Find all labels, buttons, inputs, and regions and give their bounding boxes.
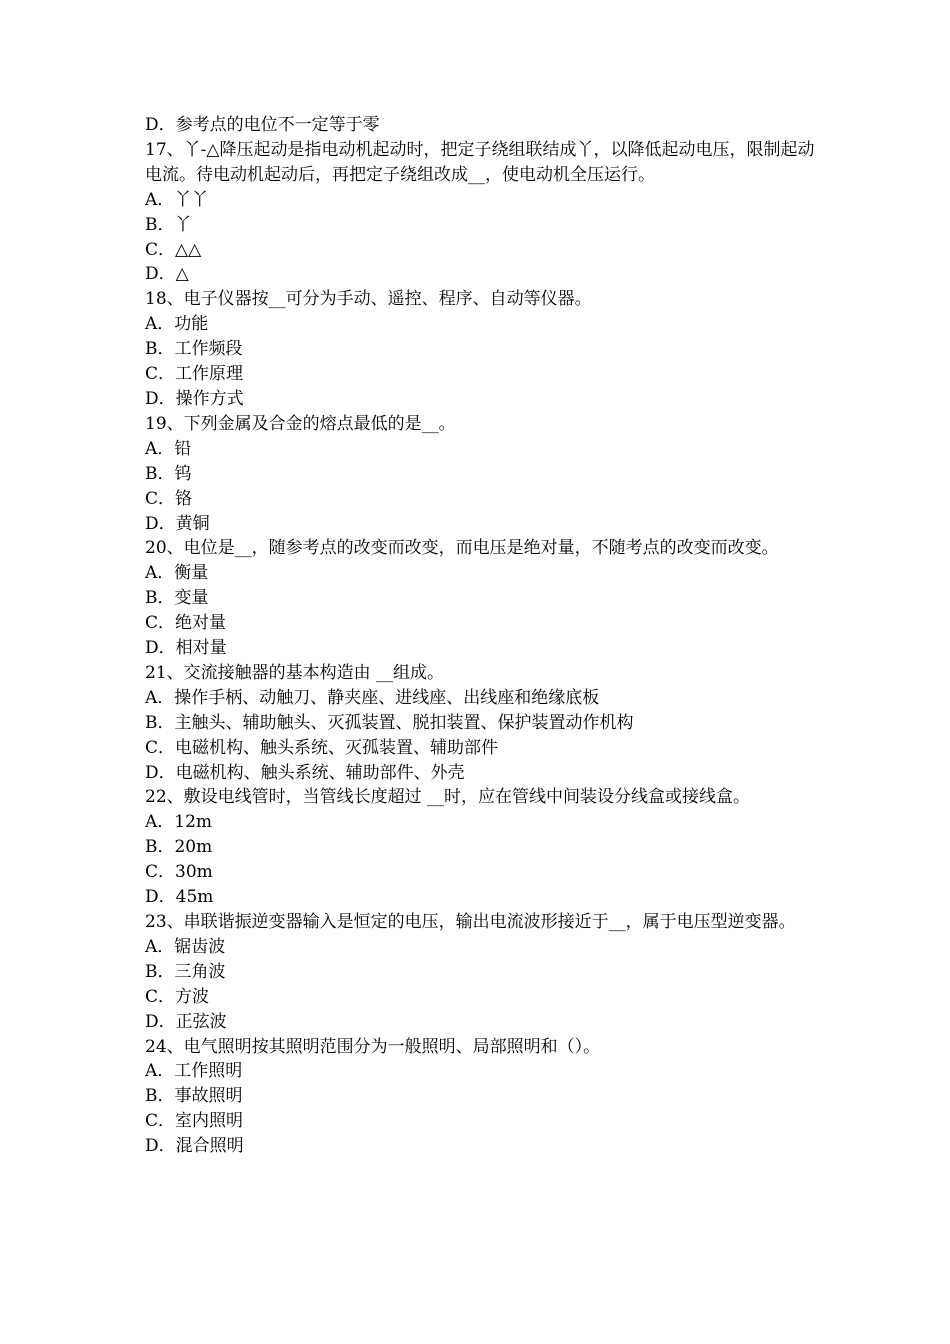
option-d: D．电磁机构、触头系统、辅助部件、外壳: [145, 762, 465, 783]
option-c: C．电磁机构、触头系统、灭孤装置、辅助部件: [145, 737, 499, 758]
option-c: C．方波: [145, 986, 210, 1007]
option-d: D．混合照明: [145, 1136, 244, 1157]
question-23: [145, 910, 825, 1035]
question-stem: 21、交流接触器的基本构造由 __组成。: [145, 662, 445, 683]
question-stem: 19、下列金属及合金的熔点最低的是__。: [145, 413, 456, 434]
option-b: B．丫: [145, 214, 192, 235]
question-19: [145, 412, 825, 537]
option-a: A．丫丫: [145, 189, 209, 210]
option-a: A．衡量: [145, 563, 209, 584]
option-b: B．主触头、辅助触头、灭孤装置、脱扣装置、保护装置动作机构: [145, 712, 634, 733]
option-c: C．30m: [145, 862, 213, 883]
question-17: [145, 138, 825, 287]
question-24: [145, 1035, 825, 1160]
document-page: [145, 113, 825, 1159]
option-a: A．铅: [145, 438, 192, 459]
question-20: [145, 536, 825, 661]
lead-option: D．参考点的电位不一定等于零: [145, 115, 380, 135]
option-b: B．事故照明: [145, 1086, 243, 1107]
option-a: A．工作照明: [145, 1061, 243, 1082]
option-b: B．变量: [145, 588, 209, 609]
option-d: D．正弦波: [145, 1011, 227, 1032]
question-stem: 22、敷设电线管时，当管线长度超过 __时，应在管线中间装设分线盒或接线盒。: [145, 787, 751, 808]
option-d: D．黄铜: [145, 513, 210, 534]
question-stem: 18、电子仪器按__可分为手动、遥控、程序、自动等仪器。: [145, 289, 592, 310]
option-b: B．三角波: [145, 961, 226, 982]
question-22: [145, 785, 825, 910]
option-b: B．20m: [145, 837, 213, 858]
option-b: B．工作频段: [145, 339, 243, 360]
question-stem: 17、丫-△降压起动是指电动机起动时，把定子绕组联结成丫，以降低起动电压，限制起动电流。待电动机起动后，再把定子绕组改成__，使电动机全压运行。: [145, 139, 815, 185]
question-18: [145, 287, 825, 412]
option-c: C．室内照明: [145, 1111, 244, 1132]
option-d: D．△: [145, 264, 189, 285]
option-c: C．铬: [145, 488, 193, 509]
option-d: D．45m: [145, 887, 214, 908]
question-stem: 24、电气照明按其照明范围分为一般照明、局部照明和（）。: [145, 1036, 601, 1057]
option-a: A．操作手柄、动触刀、静夹座、进线座、出线座和绝缘底板: [145, 687, 600, 708]
question-stem: 20、电位是__，随参考点的改变而改变，而电压是绝对量，不随考点的改变而改变。: [145, 538, 779, 559]
option-a: A．功能: [145, 314, 209, 335]
option-b: B．钨: [145, 463, 192, 484]
option-d: D．操作方式: [145, 388, 244, 409]
option-a: A．锯齿波: [145, 936, 226, 957]
option-d: D．相对量: [145, 638, 227, 659]
question-21: [145, 661, 825, 786]
option-a: A．12m: [145, 812, 213, 833]
option-c: C．工作原理: [145, 364, 244, 385]
question-stem: 23、串联谐振逆变器输入是恒定的电压，输出电流波形接近于__，属于电压型逆变器。: [145, 912, 796, 932]
option-c: C．绝对量: [145, 613, 227, 634]
option-c: C．△△: [145, 239, 202, 260]
